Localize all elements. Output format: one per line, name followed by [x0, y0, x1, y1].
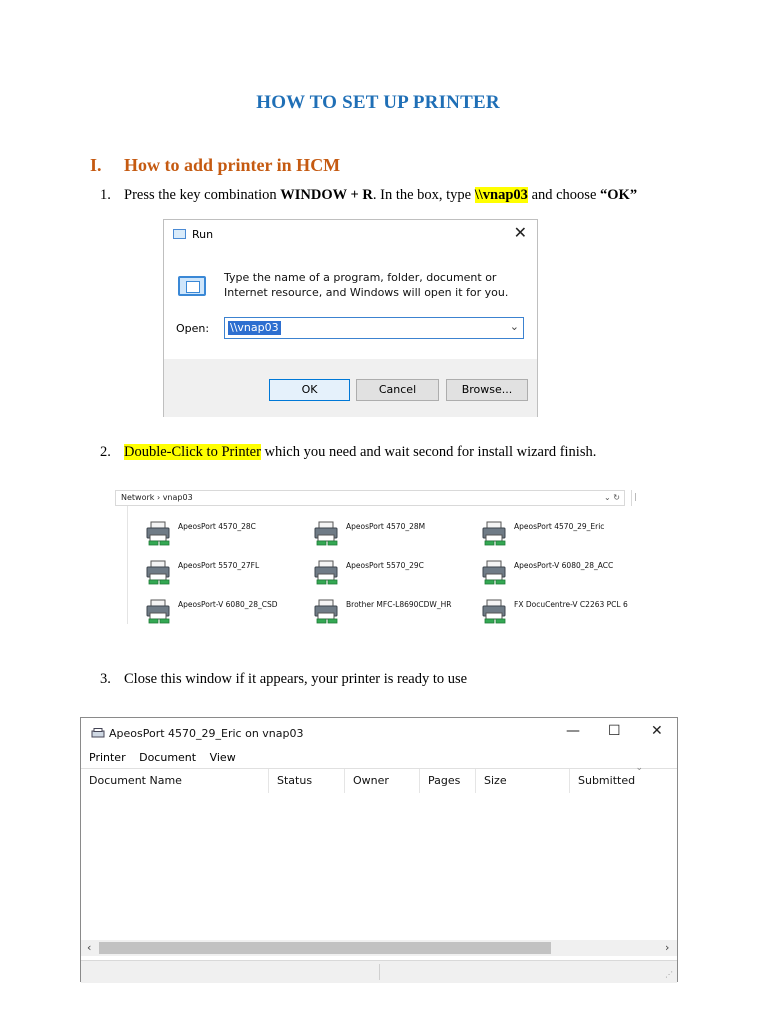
status-divider — [379, 964, 380, 980]
run-dialog-title: Run — [192, 228, 214, 241]
printer-icon — [481, 520, 509, 546]
printer-icon — [481, 598, 509, 624]
printer-icon — [91, 728, 105, 738]
ok-button[interactable]: OK — [269, 379, 350, 401]
step-text: Close this window if it appears, your printer is ready to use — [124, 671, 468, 687]
print-queue-window — [80, 717, 678, 982]
printer-item[interactable] — [481, 598, 651, 628]
cancel-button[interactable]: Cancel — [356, 379, 439, 401]
step-number: 1. — [100, 187, 111, 203]
step-number: 3. — [100, 671, 111, 687]
scroll-right-icon[interactable]: › — [665, 941, 670, 954]
printer-label: ApeosPort-V 6080_28_CSD — [178, 600, 278, 609]
printer-item[interactable] — [313, 520, 483, 550]
close-icon[interactable]: ✕ — [651, 723, 663, 739]
menu-view[interactable]: View — [209, 751, 236, 764]
run-dialog — [163, 219, 538, 417]
window-title: ApeosPort 4570_29_Eric on vnap03 — [109, 727, 304, 740]
printer-item[interactable] — [145, 559, 315, 589]
printer-item[interactable] — [145, 520, 315, 550]
page-title: HOW TO SET UP PRINTER — [256, 92, 500, 113]
printer-icon — [145, 598, 173, 624]
step-text: Press the key combination — [124, 187, 281, 203]
step-3 — [100, 671, 467, 688]
open-label: Open: — [176, 322, 210, 335]
printer-label: Brother MFC-L8690CDW_HR — [346, 600, 452, 609]
printer-item[interactable] — [313, 598, 483, 628]
minimize-icon[interactable]: — — [566, 723, 580, 739]
step-text: . In the box, type — [372, 187, 475, 203]
resize-grip-icon[interactable]: ⋰ — [665, 970, 673, 979]
printer-icon — [313, 520, 341, 546]
menu-printer[interactable]: Printer — [89, 751, 126, 764]
column-owner[interactable]: Owner — [345, 769, 420, 793]
chevron-down-icon[interactable]: ⌄ — [509, 320, 519, 333]
scroll-left-icon[interactable]: ‹ — [87, 941, 92, 954]
printer-label: ApeosPort-V 6080_28_ACC — [514, 561, 614, 570]
sort-chevron-icon: ⌄ — [635, 763, 643, 773]
address-path: Network › vnap03 — [121, 493, 193, 502]
printer-item[interactable] — [145, 598, 315, 628]
run-description: Type the name of a program, folder, document or Internet resource, and Windows will open it for you. — [224, 271, 509, 299]
printer-item[interactable] — [481, 559, 651, 589]
column-headers — [81, 763, 677, 793]
column-submitted[interactable]: Submitted — [578, 774, 636, 787]
printer-icon — [313, 598, 341, 624]
step-highlight-path: \\vnap03 — [474, 187, 528, 203]
column-size[interactable]: Size — [476, 769, 570, 793]
open-input-value[interactable]: \\vnap03 — [230, 321, 279, 334]
run-icon — [173, 229, 186, 239]
section-title: How to add printer in HCM — [124, 155, 341, 175]
printer-item[interactable] — [313, 559, 483, 589]
run-app-icon — [178, 276, 206, 296]
step-ok-text: “OK” — [600, 187, 638, 203]
browse-button[interactable]: Browse... — [446, 379, 528, 401]
printer-icon — [145, 559, 173, 585]
step-text: and choose — [527, 187, 601, 203]
step-1 — [100, 187, 637, 204]
column-pages[interactable]: Pages — [420, 769, 476, 793]
printer-label: FX DocuCentre-V C2263 PCL 6 — [514, 600, 628, 609]
printer-label: ApeosPort 4570_28C — [178, 522, 256, 531]
step-key-combo: WINDOW + R — [280, 187, 373, 203]
printer-icon — [313, 559, 341, 585]
step-highlight: Double-Click to Printer — [124, 444, 261, 460]
pane-divider — [127, 506, 128, 624]
run-dialog-footer — [164, 359, 537, 417]
printer-label: ApeosPort 5570_27FL — [178, 561, 260, 570]
column-document-name[interactable]: Document Name — [81, 769, 269, 793]
menu-document[interactable]: Document — [139, 751, 197, 764]
address-bar[interactable] — [115, 490, 625, 506]
printer-label: ApeosPort 4570_29_Eric — [514, 522, 605, 531]
printer-label: ApeosPort 5570_29C — [346, 561, 424, 570]
section-heading — [90, 155, 340, 176]
section-number: I. — [90, 155, 102, 175]
address-controls[interactable]: ⌄ ↻ — [604, 493, 620, 502]
printer-label: ApeosPort 4570_28M — [346, 522, 426, 531]
menu-bar — [89, 751, 246, 764]
printer-icon — [145, 520, 173, 546]
printer-icon — [481, 559, 509, 585]
printer-item[interactable] — [481, 520, 651, 550]
open-combobox[interactable] — [224, 317, 524, 339]
step-2 — [100, 444, 596, 461]
column-status[interactable]: Status — [269, 769, 345, 793]
maximize-icon[interactable]: ☐ — [608, 723, 621, 739]
step-text: which you need and wait second for install wizard finish. — [260, 444, 597, 460]
close-icon[interactable]: ✕ — [513, 223, 527, 242]
scrollbar-thumb[interactable] — [99, 942, 551, 954]
explorer-view — [115, 490, 640, 625]
step-number: 2. — [100, 444, 111, 460]
search-box-edge[interactable]: | — [631, 490, 642, 506]
